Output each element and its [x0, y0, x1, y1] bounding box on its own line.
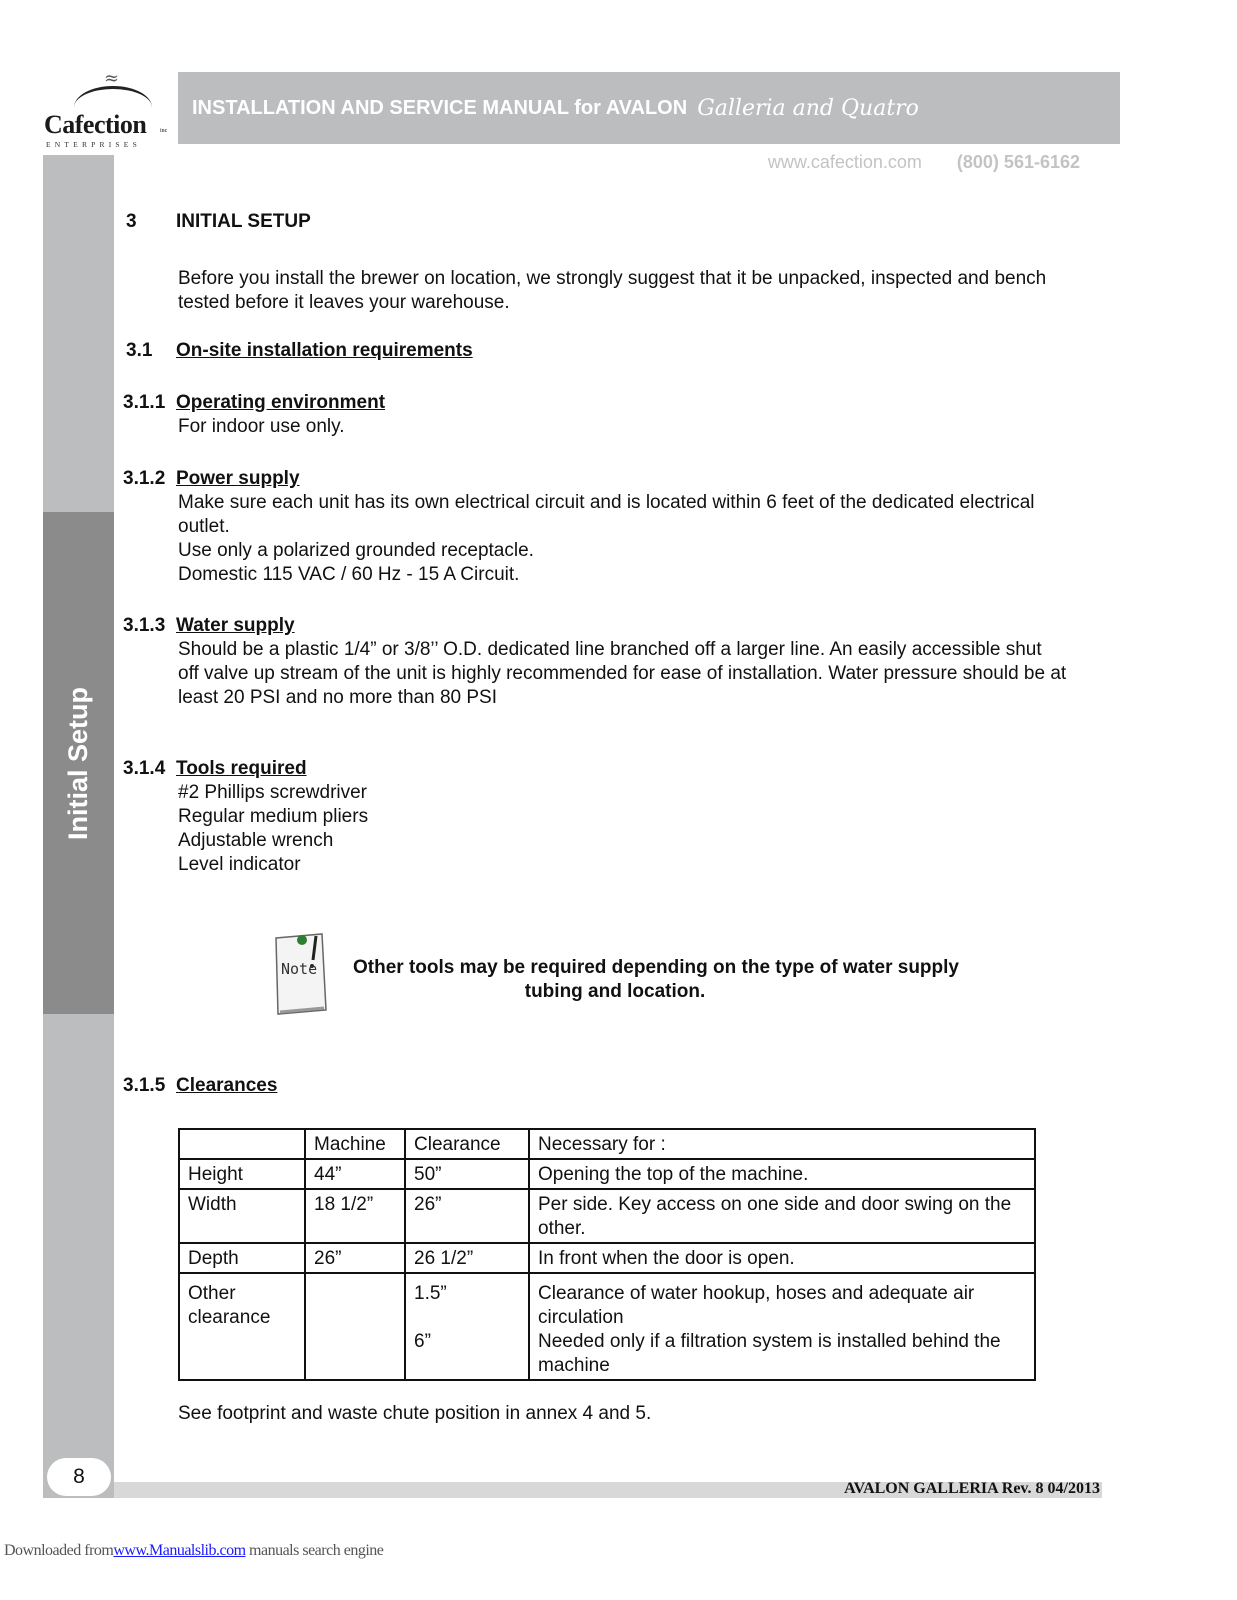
table-cell — [405, 1273, 529, 1380]
s315-number: 3.1.5 — [123, 1075, 166, 1096]
s313-line: Should be a plastic 1/4” or 3/8’’ O.D. dedicated line branched off a larger line. An easily accessible shut — [178, 639, 1042, 660]
s314-number: 3.1.4 — [123, 758, 166, 779]
download-prefix: Downloaded from — [4, 1542, 114, 1559]
tool-item: Level indicator — [178, 854, 301, 875]
tool-item: Adjustable wrench — [178, 830, 334, 851]
download-suffix: manuals search engine — [249, 1542, 384, 1559]
note-line-2: tubing and location. — [524, 981, 706, 1002]
note-line-1: Other tools may be required depending on the type of water supply — [353, 957, 959, 978]
s313-number: 3.1.3 — [123, 615, 166, 636]
subsection-number: 3.1 — [126, 340, 153, 361]
header-bar — [178, 72, 1120, 144]
s313-line: least 20 PSI and no more than 80 PSI — [178, 687, 497, 708]
table-cell: 26 1/2” — [405, 1243, 529, 1273]
table-cell: Depth — [179, 1243, 305, 1273]
s312-line: Domestic 115 VAC / 60 Hz - 15 A Circuit. — [178, 564, 520, 585]
table-header-row — [179, 1129, 1035, 1159]
website-link[interactable]: www.cafection.com — [767, 152, 922, 172]
s314-title: Tools required — [176, 758, 307, 779]
logo-name: Cafection — [44, 110, 147, 139]
logo-subtitle: ENTERPRISES — [46, 140, 141, 149]
table-header: Machine — [305, 1129, 405, 1159]
section-number: 3 — [126, 211, 137, 232]
s311-line: For indoor use only. — [178, 416, 345, 437]
intro-line-1: Before you install the brewer on location, we strongly suggest that it be unpacked, inspected and bench — [178, 268, 1047, 289]
table-header: Clearance — [405, 1129, 529, 1159]
s311-title: Operating environment — [176, 392, 386, 413]
table-header — [179, 1129, 305, 1159]
revision-label: AVALON GALLERIA Rev. 8 04/2013 — [844, 1480, 1100, 1497]
note-icon-text: Note — [281, 960, 318, 978]
logo-inc: inc — [160, 128, 168, 134]
table-cell: Other clearance — [179, 1273, 305, 1380]
intro-line-2: tested before it leaves your warehouse. — [178, 292, 510, 313]
table-cell: In front when the door is open. — [529, 1243, 1035, 1273]
table-cell — [529, 1273, 1035, 1380]
table-cell: Height — [179, 1159, 305, 1189]
table-cell: 44” — [305, 1159, 405, 1189]
table-cell: Opening the top of the machine. — [529, 1159, 1035, 1189]
page-number: 8 — [47, 1458, 111, 1496]
table-cell-line: Clearance of water hookup, hoses and adequate air circulation — [538, 1283, 975, 1328]
phone-number: (800) 561-6162 — [956, 152, 1080, 172]
s313-line: off valve up stream of the unit is highly recommended for ease of installation. Water pressure should be at — [178, 663, 1067, 684]
subsection-title: On-site installation requirements — [176, 340, 473, 361]
tool-item: Regular medium pliers — [178, 806, 369, 827]
manualslib-link[interactable]: www.Manualslib.com — [113, 1542, 246, 1559]
note-icon — [272, 930, 334, 1016]
footnote: See footprint and waste chute position in annex 4 and 5. — [178, 1403, 652, 1424]
table-header: Necessary for : — [529, 1129, 1035, 1159]
manual-title: INSTALLATION AND SERVICE MANUAL for AVALON — [192, 96, 688, 119]
table-row — [179, 1273, 1035, 1380]
table-cell: 26” — [405, 1189, 529, 1243]
download-note — [4, 1542, 383, 1560]
table-cell: Width — [179, 1189, 305, 1243]
s312-line: Make sure each unit has its own electrical circuit and is located within 6 feet of the dedicated electrical — [178, 492, 1035, 513]
table-row — [179, 1243, 1035, 1273]
table-cell-line: 6” — [414, 1331, 431, 1352]
s315-title: Clearances — [176, 1075, 278, 1096]
section-title: INITIAL SETUP — [176, 211, 311, 232]
s312-line: Use only a polarized grounded receptacle. — [178, 540, 534, 561]
table-cell-line: 1.5” — [414, 1283, 447, 1304]
steam-icon: ≈ — [104, 68, 120, 89]
table-cell: Per side. Key access on one side and door swing on the other. — [529, 1189, 1035, 1243]
sidebar-label: Initial Setup — [63, 686, 94, 840]
contact-line — [700, 152, 1080, 173]
s311-number: 3.1.1 — [123, 392, 166, 413]
manual-title-script: Galleria and Quatro — [697, 95, 919, 121]
table-cell — [305, 1273, 405, 1380]
table-cell-line: Needed only if a filtration system is installed behind the machine — [538, 1331, 1001, 1376]
table-cell: 50” — [405, 1159, 529, 1189]
s313-title: Water supply — [176, 615, 295, 636]
table-row — [179, 1159, 1035, 1189]
table-cell: 26” — [305, 1243, 405, 1273]
s312-line: outlet. — [178, 516, 230, 537]
cafection-logo — [40, 66, 170, 156]
table-row — [179, 1189, 1035, 1243]
s312-number: 3.1.2 — [123, 468, 166, 489]
s312-title: Power supply — [176, 468, 300, 489]
table-cell: 18 1/2” — [305, 1189, 405, 1243]
tool-item: #2 Phillips screwdriver — [178, 782, 368, 803]
clearances-table — [178, 1128, 1036, 1381]
